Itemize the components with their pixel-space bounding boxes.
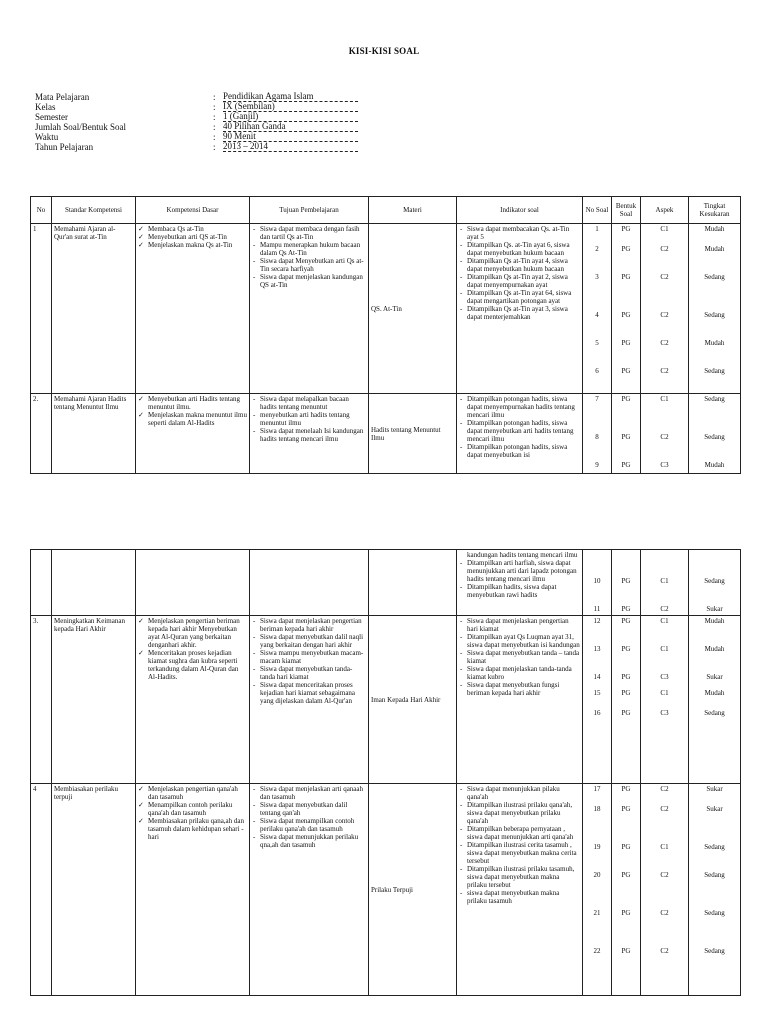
cell-indikator (457, 224, 583, 394)
header-row: Waktu : 90 Menit (35, 132, 358, 142)
bentuk-soal-value: PG (621, 617, 631, 625)
bentuk-soal-value: PG (621, 245, 631, 253)
cell-materi: Iman Kepada Hari Akhir (369, 616, 457, 784)
aspek-value: C1 (660, 617, 669, 625)
bentuk-soal-value: PG (621, 871, 631, 879)
bentuk-soal-value: PG (621, 461, 631, 469)
cell-tujuan (250, 784, 369, 996)
tingkat-kesukaran-value: Mudah (704, 689, 725, 697)
no-soal-value: 4 (595, 311, 599, 319)
tujuan-list (252, 785, 366, 849)
tingkat-kesukaran-value: Mudah (704, 225, 725, 233)
aspek-value: C2 (660, 805, 669, 813)
cell-tingkat-kesukaran (689, 784, 741, 996)
cell-standar-kompetensi: Memahami Ajaran Hadits tentang Menuntut Ilmu (52, 394, 136, 474)
header-label: Kelas (35, 102, 56, 112)
indikator-item: - Ditampilkan ilustrasi prilaku qana'ah, siswa dapat menyebutkan prilaku qana'ah (459, 801, 580, 825)
bentuk-soal-value: PG (621, 225, 631, 233)
aspek-value: C2 (660, 245, 669, 253)
aspek-value: C2 (660, 605, 669, 613)
tingkat-kesukaran-value: Mudah (704, 645, 725, 653)
col-header: Tingkat Kesukaran (689, 197, 741, 224)
indikator-item: - Ditampilkan beberapa pernyataan , siswa dapat menunjukkan arti qana'ah (459, 825, 580, 841)
no-soal-value: 8 (595, 433, 599, 441)
kompetensi-dasar-list (138, 225, 247, 249)
no-soal-value: 22 (593, 947, 601, 955)
tingkat-kesukaran-value: Sukar (706, 605, 723, 613)
kompetensi-dasar-list (138, 617, 247, 681)
kompetensi-dasar-item: ✓ Menjelaskan makna Qs at-Tin (138, 241, 247, 249)
indikator-list (459, 559, 580, 599)
kompetensi-dasar-item: ✓ Menjelaskan pengertian beriman kepada hari akhir Menyebutkan ayat Al-Quran yang berkaitan denganhari akhir. (138, 617, 247, 649)
cell-no-soal (583, 616, 612, 784)
aspek-value: C2 (660, 947, 669, 955)
tingkat-kesukaran-value: Mudah (704, 339, 725, 347)
kisi-table-page-1 (30, 196, 741, 474)
cell-standar-kompetensi (52, 550, 136, 616)
no-soal-value: 3 (595, 273, 599, 281)
indikator-item: - Ditampilkan arti harfiah, siswa dapat menunjukkan arti dari lapadz potongan hadits tentang mencari ilmu (459, 559, 580, 583)
indikator-item: - siswa dapat menyebutkan makna prilaku tasamuh (459, 889, 580, 905)
bentuk-soal-value: PG (621, 367, 631, 375)
tujuan-item: - menyebutkan arti hadits tentang menuntut ilmu (252, 411, 366, 427)
tujuan-item: - Siswa dapat menyebutkan tanda-tanda hari kiamat (252, 665, 366, 681)
kisi-table-page-2 (30, 549, 741, 996)
col-header: Materi (369, 197, 457, 224)
cell-tujuan (250, 394, 369, 474)
tingkat-kesukaran-value: Mudah (704, 617, 725, 625)
header-value: Pendidikan Agama Islam (223, 92, 358, 102)
col-header: Tujuan Pembelajaran (250, 197, 369, 224)
cell-materi (369, 550, 457, 616)
tujuan-item: - Mampu menerapkan hukum bacaan dalam Qs At-Tin (252, 241, 366, 257)
cell-materi: QS. At-Tin (369, 224, 457, 394)
bentuk-soal-value: PG (621, 709, 631, 717)
tujuan-item: - Siswa dapat menyebutkan dalil naqli yang berkaitan dengan hari akhir (252, 633, 366, 649)
bentuk-soal-value: PG (621, 433, 631, 441)
header-info (35, 92, 358, 152)
aspek-value: C2 (660, 909, 669, 917)
cell-indikator (457, 550, 583, 616)
tujuan-item: - Siswa dapat melapalkan bacaan hadits tentang menuntut (252, 395, 366, 411)
aspek-value: C2 (660, 273, 669, 281)
tujuan-item: - Siswa dapat Menyebutkan arti Qs at-Tin secara harfiyah (252, 257, 366, 273)
no-soal-value: 9 (595, 461, 599, 469)
table-row (31, 224, 741, 394)
indikator-item: - Ditampilkan hadits, siswa dapat menyebutkan rawi hadits (459, 583, 580, 599)
no-soal-value: 14 (593, 673, 601, 681)
bentuk-soal-value: PG (621, 605, 631, 613)
aspek-value: C1 (660, 395, 669, 403)
bentuk-soal-value: PG (621, 843, 631, 851)
cell-tujuan (250, 224, 369, 394)
bentuk-soal-value: PG (621, 273, 631, 281)
cell-no: 2. (31, 394, 52, 474)
kompetensi-dasar-item: ✓ Menjelaskan pengertian qana'ah dan tasamuh (138, 785, 247, 801)
aspek-value: C2 (660, 871, 669, 879)
cell-no: 4 (31, 784, 52, 996)
indikator-item: - Siswa dapat membacakan Qs. at-Tin ayat 5 (459, 225, 580, 241)
aspek-value: C3 (660, 709, 669, 717)
tingkat-kesukaran-value: Sedang (704, 273, 725, 281)
cell-standar-kompetensi: Membiasakan perilaku terpuji (52, 784, 136, 996)
indikator-item: - Ditampilkan Qs at-Tin ayat 64, siswa dapat mengartikan potongan ayat (459, 289, 580, 305)
header-row: Semester : 1 (Ganjil) (35, 112, 358, 122)
bentuk-soal-value: PG (621, 339, 631, 347)
no-soal-value: 13 (593, 645, 601, 653)
no-soal-value: 2 (595, 245, 599, 253)
no-soal-value: 12 (593, 617, 601, 625)
header-label: Waktu (35, 132, 59, 142)
header-row: Tahun Pelajaran : 2013 – 2014 (35, 142, 358, 152)
cell-kompetensi-dasar (136, 784, 250, 996)
no-soal-value: 6 (595, 367, 599, 375)
header-label: Semester (35, 112, 68, 122)
no-soal-value: 10 (593, 577, 601, 585)
indikator-item: - Ditampilkan ayat Qs Luqman ayat 31, siswa dapat menyebutkan isi kandungan (459, 633, 580, 649)
aspek-value: C1 (660, 843, 669, 851)
bentuk-soal-value: PG (621, 577, 631, 585)
aspek-value: C3 (660, 461, 669, 469)
document-title: KISI-KISI SOAL (348, 46, 420, 56)
cell-bentuk-soal (612, 224, 641, 394)
indikator-list (459, 225, 580, 321)
tingkat-kesukaran-value: Mudah (704, 245, 725, 253)
table-row (31, 550, 741, 616)
cell-no-soal (583, 224, 612, 394)
kompetensi-dasar-item: ✓ Menyebutkan arti QS at-Tin (138, 233, 247, 241)
aspek-value: C3 (660, 673, 669, 681)
col-header: Kompetensi Dasar (136, 197, 250, 224)
tujuan-item: - Siswa dapat menceritakan proses kejadian hari kiamat sebagaimana yang dijelaskan dalam Al-Qur'an (252, 681, 366, 705)
tujuan-item: - Siswa dapat menunjukkan perilaku qna,ah dan tasamuh (252, 833, 366, 849)
cell-bentuk-soal (612, 784, 641, 996)
kompetensi-dasar-list (138, 395, 247, 427)
header-value: 90 Menit (223, 132, 358, 142)
header-row: Jumlah Soal/Bentuk Soal : 40 Pilihan Ganda (35, 122, 358, 132)
cell-tingkat-kesukaran (689, 550, 741, 616)
cell-no: 3. (31, 616, 52, 784)
indikator-item: - Siswa dapat menjelaskan tanda-tanda kiamat kubro (459, 665, 580, 681)
cell-kompetensi-dasar (136, 616, 250, 784)
no-soal-value: 21 (593, 909, 601, 917)
indikator-item: - Ditampilkan Qs at-Tin ayat 3, siswa dapat menterjemahkan (459, 305, 580, 321)
col-header: No Soal (583, 197, 612, 224)
tujuan-item: - Siswa dapat menyebutkan dalil tentang qan'ah (252, 801, 366, 817)
cell-no (31, 550, 52, 616)
cell-aspek (641, 784, 689, 996)
indikator-list (459, 785, 580, 905)
bentuk-soal-value: PG (621, 909, 631, 917)
tingkat-kesukaran-value: Sukar (706, 673, 723, 681)
indikator-item: - Ditampilkan potongan hadits, siswa dapat menyebutkan isi (459, 443, 580, 459)
cell-no-soal (583, 784, 612, 996)
indikator-item: - Siswa dapat menjelaskan pengertian hari kiamat (459, 617, 580, 633)
header-value: 40 Pilihan Ganda (223, 122, 358, 132)
cell-tujuan (250, 616, 369, 784)
cell-standar-kompetensi: Meningkatkan Keimanan kepada Hari Akhir (52, 616, 136, 784)
tingkat-kesukaran-value: Mudah (704, 461, 725, 469)
cell-tujuan (250, 550, 369, 616)
indikator-item: - Siswa dapat menyebutkan tanda – tanda kiamat (459, 649, 580, 665)
cell-indikator (457, 394, 583, 474)
col-header: No (31, 197, 52, 224)
indikator-item: - Siswa dapat menunjukkan pilaku qana'ah (459, 785, 580, 801)
bentuk-soal-value: PG (621, 689, 631, 697)
bentuk-soal-value: PG (621, 311, 631, 319)
col-header: Bentuk Soal (612, 197, 641, 224)
indikator-item: - Ditampilkan ilustrasi cerita tasamuh , siswa dapat menyebutkan makna cerita tersebut (459, 841, 580, 865)
table-row (31, 616, 741, 784)
no-soal-value: 16 (593, 709, 601, 717)
tujuan-item: - Siswa dapat menjelaskan pengertian beriman kepada hari akhir (252, 617, 366, 633)
tujuan-item: - Siswa dapat menjelaskan kandungan QS at-Tin (252, 273, 366, 289)
no-soal-value: 1 (595, 225, 599, 233)
no-soal-value: 19 (593, 843, 601, 851)
bentuk-soal-value: PG (621, 673, 631, 681)
cell-materi: Hadits tentang Menuntut Ilmu (369, 394, 457, 474)
kompetensi-dasar-item: ✓ Menampilkan contoh perilaku qana'ah dan tasamuh (138, 801, 247, 817)
cell-kompetensi-dasar (136, 394, 250, 474)
no-soal-value: 15 (593, 689, 601, 697)
kompetensi-dasar-item: ✓ Menceritakan proses kejadian kiamat sughra dan kubra seperti terkandung dalam Al-Quran dan Al-Hadits. (138, 649, 247, 681)
cell-indikator (457, 784, 583, 996)
header-row: Mata Pelajaran : Pendidikan Agama Islam (35, 92, 358, 102)
aspek-value: C1 (660, 645, 669, 653)
cell-no: 1 (31, 224, 52, 394)
header-value: 1 (Ganjil) (223, 112, 358, 122)
indikator-item: - Ditampilkan Qs at-Tin ayat 2, siswa dapat menyempurnakan ayat (459, 273, 580, 289)
aspek-value: C1 (660, 577, 669, 585)
cell-no-soal (583, 550, 612, 616)
indikator-continued: kandungan hadits tentang mencari ilmu (467, 551, 578, 559)
bentuk-soal-value: PG (621, 395, 631, 403)
tingkat-kesukaran-value: Sedang (704, 395, 725, 403)
table-row (31, 394, 741, 474)
cell-tingkat-kesukaran (689, 224, 741, 394)
cell-bentuk-soal (612, 394, 641, 474)
header-value: IX (Sembilan) (223, 102, 358, 112)
no-soal-value: 11 (593, 605, 601, 613)
kompetensi-dasar-item: ✓ Menjelaskan makna menuntut ilmu seperti dalam Al-Hadits (138, 411, 247, 427)
no-soal-value: 18 (593, 805, 601, 813)
tingkat-kesukaran-value: Sedang (704, 433, 725, 441)
aspek-value: C1 (660, 225, 669, 233)
indikator-item: - Ditampilkan Qs at-Tin ayat 4, siswa dapat menyebutkan hukum bacaan (459, 257, 580, 273)
tujuan-item: - Siswa dapat menampilkan contoh perilaku qana'ah dan tasamuh (252, 817, 366, 833)
cell-standar-kompetensi: Memahami Ajaran al-Qur'an surat at-Tin (52, 224, 136, 394)
aspek-value: C2 (660, 785, 669, 793)
table-header-row (31, 197, 741, 224)
kompetensi-dasar-item: ✓ Membaca Qs at-Tin (138, 225, 247, 233)
indikator-item: - Siswa dapat menyebutkan fungsi beriman kepada hari akhir (459, 681, 580, 697)
col-header: Indikator soal (457, 197, 583, 224)
aspek-value: C2 (660, 367, 669, 375)
table-row (31, 784, 741, 996)
tingkat-kesukaran-value: Sedang (704, 709, 725, 717)
cell-bentuk-soal (612, 616, 641, 784)
indikator-item: - Ditampilkan ilustrasi prilaku tasamuh, siswa dapat menyebutkan makna prilaku tersebut (459, 865, 580, 889)
cell-aspek (641, 394, 689, 474)
tujuan-item: - Siswa dapat menelaah Isi kandungan hadits tentang mencari ilmu (252, 427, 366, 443)
tujuan-item: - Siswa dapat membaca dengan fasih dan tartil Qs at-Tin (252, 225, 366, 241)
aspek-value: C1 (660, 689, 669, 697)
bentuk-soal-value: PG (621, 785, 631, 793)
tingkat-kesukaran-value: Sukar (706, 785, 723, 793)
tujuan-list (252, 395, 366, 443)
cell-indikator (457, 616, 583, 784)
header-row: Kelas : IX (Sembilan) (35, 102, 358, 112)
cell-aspek (641, 550, 689, 616)
tujuan-item: - Siswa mampu menyebutkan macam-macam kiamat (252, 649, 366, 665)
cell-materi: Prilaku Terpuji (369, 784, 457, 996)
bentuk-soal-value: PG (621, 805, 631, 813)
tingkat-kesukaran-value: Sukar (706, 805, 723, 813)
tujuan-item: - Siswa dapat menjelaskan arti qanaah dan tasamuh (252, 785, 366, 801)
kompetensi-dasar-item: ✓ Menyebutkan arti Hadits tentang menuntut ilmu. (138, 395, 247, 411)
indikator-list (459, 617, 580, 697)
tujuan-list (252, 617, 366, 705)
cell-bentuk-soal (612, 550, 641, 616)
no-soal-value: 5 (595, 339, 599, 347)
cell-tingkat-kesukaran (689, 616, 741, 784)
no-soal-value: 7 (595, 395, 599, 403)
col-header: Standar Kompetensi (52, 197, 136, 224)
header-value: 2013 – 2014 (223, 142, 358, 152)
indikator-list (459, 395, 580, 459)
tingkat-kesukaran-value: Sedang (704, 311, 725, 319)
tujuan-list (252, 225, 366, 289)
tingkat-kesukaran-value: Sedang (704, 843, 725, 851)
tingkat-kesukaran-value: Sedang (704, 871, 725, 879)
tingkat-kesukaran-value: Sedang (704, 909, 725, 917)
indikator-item: - Ditampilkan potongan hadits, siswa dapat menyempurnakan hadits tentang mencari ilmu (459, 395, 580, 419)
cell-kompetensi-dasar (136, 224, 250, 394)
aspek-value: C2 (660, 339, 669, 347)
cell-kompetensi-dasar (136, 550, 250, 616)
indikator-item: - Ditampilkan Qs. at-Tin ayat 6, siswa dapat menyebutkan hukum bacaan (459, 241, 580, 257)
no-soal-value: 17 (593, 785, 601, 793)
cell-no-soal (583, 394, 612, 474)
indikator-item: - Ditampilkan potongan hadits, siswa dapat menyebutkan arti hadits tentang mencari ilmu (459, 419, 580, 443)
tingkat-kesukaran-value: Sedang (704, 367, 725, 375)
bentuk-soal-value: PG (621, 947, 631, 955)
tingkat-kesukaran-value: Sedang (704, 947, 725, 955)
cell-aspek (641, 224, 689, 394)
col-header: Aspek (641, 197, 689, 224)
kompetensi-dasar-list (138, 785, 247, 841)
cell-tingkat-kesukaran (689, 394, 741, 474)
no-soal-value: 20 (593, 871, 601, 879)
tingkat-kesukaran-value: Sedang (704, 577, 725, 585)
bentuk-soal-value: PG (621, 645, 631, 653)
cell-aspek (641, 616, 689, 784)
header-label: Mata Pelajaran (35, 92, 90, 102)
header-label: Jumlah Soal/Bentuk Soal (35, 122, 126, 132)
header-label: Tahun Pelajaran (35, 142, 94, 152)
aspek-value: C2 (660, 433, 669, 441)
aspek-value: C2 (660, 311, 669, 319)
kompetensi-dasar-item: ✓ Membiasakan prilaku qana,ah dan tasamuh dalam kehidupan sehari - hari (138, 817, 247, 841)
